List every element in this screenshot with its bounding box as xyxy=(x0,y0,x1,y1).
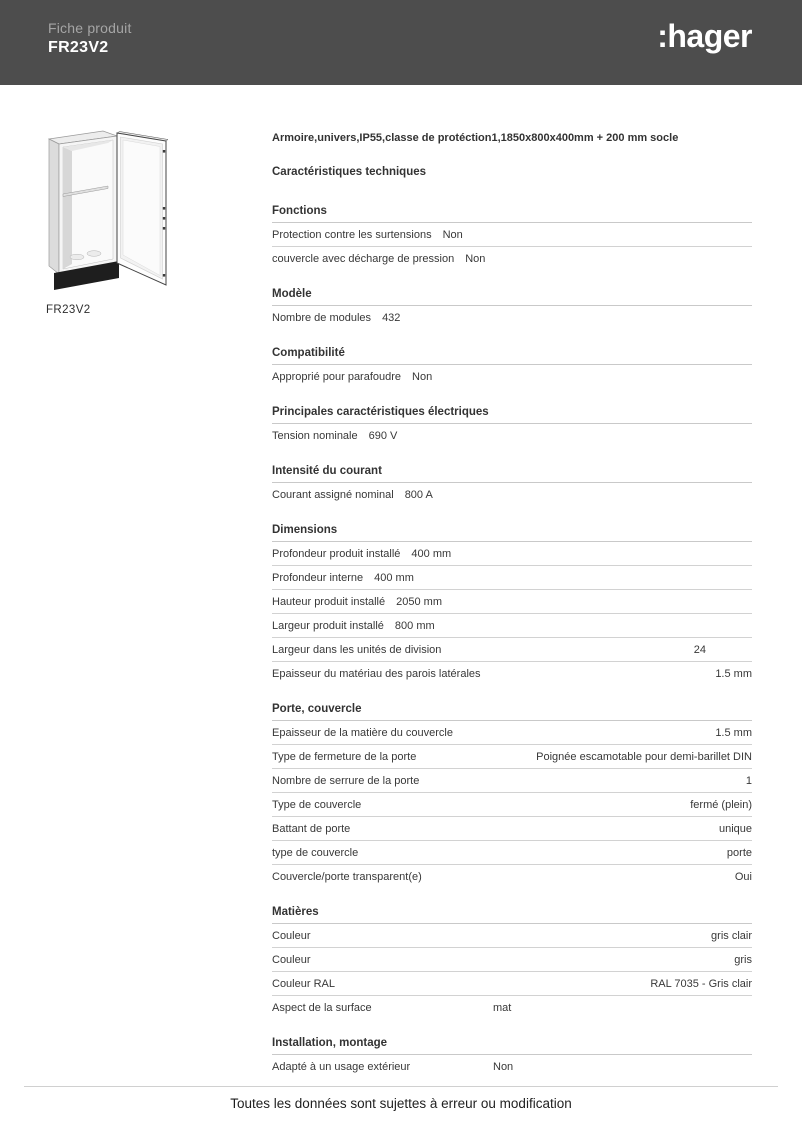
spec-value: Oui xyxy=(734,870,752,883)
section-rows xyxy=(272,365,752,388)
spec-row xyxy=(272,424,752,447)
spec-label: Hauteur produit installé xyxy=(272,595,386,608)
spec-label: Epaisseur du matériau des parois latérales xyxy=(272,667,481,680)
section-heading: Porte, couvercle xyxy=(272,703,752,721)
spec-row xyxy=(272,793,752,817)
door-lock-dot xyxy=(163,227,165,230)
section-rows xyxy=(272,424,752,447)
cabinet-left-face xyxy=(49,139,59,274)
spec-value: gris xyxy=(734,953,752,966)
spec-row xyxy=(272,996,752,1019)
spec-value: 690 V xyxy=(368,429,398,442)
spec-value: Poignée escamotable pour demi-barillet DIN xyxy=(536,750,752,763)
cabinet-interior-left-wall xyxy=(63,147,72,269)
spec-value: Non xyxy=(465,252,486,265)
spec-label: Battant de porte xyxy=(272,822,351,835)
spec-row xyxy=(272,223,752,247)
spec-sections xyxy=(272,205,752,1078)
header-meta xyxy=(48,20,132,57)
spec-row xyxy=(272,483,752,506)
spec-row xyxy=(272,721,752,745)
section-heading: Dimensions xyxy=(272,524,752,542)
header-bar xyxy=(0,0,802,85)
section-heading: Installation, montage xyxy=(272,1037,752,1055)
spec-row xyxy=(272,614,752,638)
door-lock-dot xyxy=(163,217,165,220)
product-image-caption: FR23V2 xyxy=(46,304,91,316)
spec-label: Protection contre les surtensions xyxy=(272,228,432,241)
floor-knockout xyxy=(70,254,84,260)
section-rows xyxy=(272,1055,752,1078)
spec-label: Aspect de la surface xyxy=(272,1001,372,1014)
spec-value: 1.5 mm xyxy=(715,667,752,680)
spec-label: Largeur dans les unités de division xyxy=(272,643,442,656)
spec-label: Profondeur interne xyxy=(272,571,364,584)
doc-type-label: Fiche produit xyxy=(48,20,132,36)
door-lock-dot xyxy=(163,207,165,210)
spec-section xyxy=(272,205,752,270)
door-hinge-dot xyxy=(163,274,165,277)
spec-row xyxy=(272,745,752,769)
spec-label: Type de fermeture de la porte xyxy=(272,750,417,763)
spec-value: Non xyxy=(412,370,433,383)
product-code: FR23V2 xyxy=(48,39,109,56)
section-rows xyxy=(272,483,752,506)
spec-value: 400 mm xyxy=(374,571,414,584)
spec-label: Type de couvercle xyxy=(272,798,362,811)
spec-section xyxy=(272,465,752,506)
hager-logo: :hager xyxy=(657,18,752,54)
section-heading: Fonctions xyxy=(272,205,752,223)
footer-divider xyxy=(24,1086,778,1087)
spec-row xyxy=(272,948,752,972)
spec-section xyxy=(272,703,752,888)
footer-disclaimer: Toutes les données sont sujettes à erreur ou modification xyxy=(230,1096,572,1111)
spec-label: type de couvercle xyxy=(272,846,359,859)
spec-row xyxy=(272,924,752,948)
spec-section xyxy=(272,406,752,447)
spec-value: RAL 7035 - Gris clair xyxy=(650,977,752,990)
section-rows xyxy=(272,721,752,888)
spec-label: Epaisseur de la matière du couvercle xyxy=(272,726,453,739)
spec-row xyxy=(272,817,752,841)
spec-subtitle: Caractéristiques techniques xyxy=(272,166,427,178)
spec-section xyxy=(272,524,752,685)
spec-row xyxy=(272,1055,752,1078)
section-rows xyxy=(272,223,752,270)
spec-column xyxy=(272,132,752,1078)
spec-value: fermé (plein) xyxy=(690,798,752,811)
spec-row xyxy=(272,841,752,865)
product-title: Armoire,univers,IP55,classe de protéction1,1850x800x400mm + 200 mm socle xyxy=(272,132,679,144)
spec-value: 432 xyxy=(382,311,401,324)
spec-row xyxy=(272,247,752,270)
spec-row xyxy=(272,306,752,329)
spec-value: Non xyxy=(493,1060,514,1073)
spec-label: Couleur xyxy=(272,929,311,942)
section-rows xyxy=(272,924,752,1019)
section-rows xyxy=(272,306,752,329)
floor-knockout xyxy=(87,251,101,257)
spec-row xyxy=(272,542,752,566)
spec-section xyxy=(272,347,752,388)
spec-value: 800 A xyxy=(404,488,433,501)
spec-row xyxy=(272,662,752,685)
spec-value: Non xyxy=(442,228,463,241)
spec-row xyxy=(272,638,752,662)
spec-value: 1 xyxy=(745,774,752,787)
spec-label: Courant assigné nominal xyxy=(272,488,394,501)
product-figure xyxy=(46,127,178,316)
spec-row xyxy=(272,566,752,590)
spec-value: 1.5 mm xyxy=(715,726,752,739)
section-heading: Modèle xyxy=(272,288,752,306)
spec-section xyxy=(272,906,752,1019)
spec-label: Couleur RAL xyxy=(272,977,335,990)
section-heading: Intensité du courant xyxy=(272,465,752,483)
spec-label: Nombre de serrure de la porte xyxy=(272,774,420,787)
spec-label: Profondeur produit installé xyxy=(272,547,401,560)
spec-row xyxy=(272,365,752,388)
spec-value: 800 mm xyxy=(394,619,435,632)
spec-row xyxy=(272,865,752,888)
spec-value: porte xyxy=(726,846,752,859)
section-rows xyxy=(272,542,752,685)
spec-label: Nombre de modules xyxy=(272,311,372,324)
spec-row xyxy=(272,769,752,793)
spec-value: unique xyxy=(718,822,752,835)
spec-label: Couvercle/porte transparent(e) xyxy=(272,870,422,883)
spec-value: mat xyxy=(493,1001,512,1014)
spec-label: Adapté à un usage extérieur xyxy=(272,1060,411,1073)
spec-value: gris clair xyxy=(711,929,752,942)
spec-value: 400 mm xyxy=(411,547,452,560)
spec-label: Couleur xyxy=(272,953,311,966)
section-heading: Compatibilité xyxy=(272,347,752,365)
door-inner-panel xyxy=(123,140,160,276)
spec-value: 2050 mm xyxy=(396,595,442,608)
spec-row xyxy=(272,972,752,996)
section-heading: Matières xyxy=(272,906,752,924)
spec-label: Largeur produit installé xyxy=(272,619,384,632)
door-hinge-dot xyxy=(163,150,165,153)
spec-section xyxy=(272,288,752,329)
spec-section xyxy=(272,1037,752,1078)
section-heading: Principales caractéristiques électriques xyxy=(272,406,752,424)
cabinet-illustration xyxy=(46,127,176,297)
spec-label: Tension nominale xyxy=(272,429,358,442)
spec-row xyxy=(272,590,752,614)
spec-label: couvercle avec décharge de pression xyxy=(272,252,455,265)
spec-value: 24 xyxy=(693,643,706,656)
spec-label: Approprié pour parafoudre xyxy=(272,370,402,383)
